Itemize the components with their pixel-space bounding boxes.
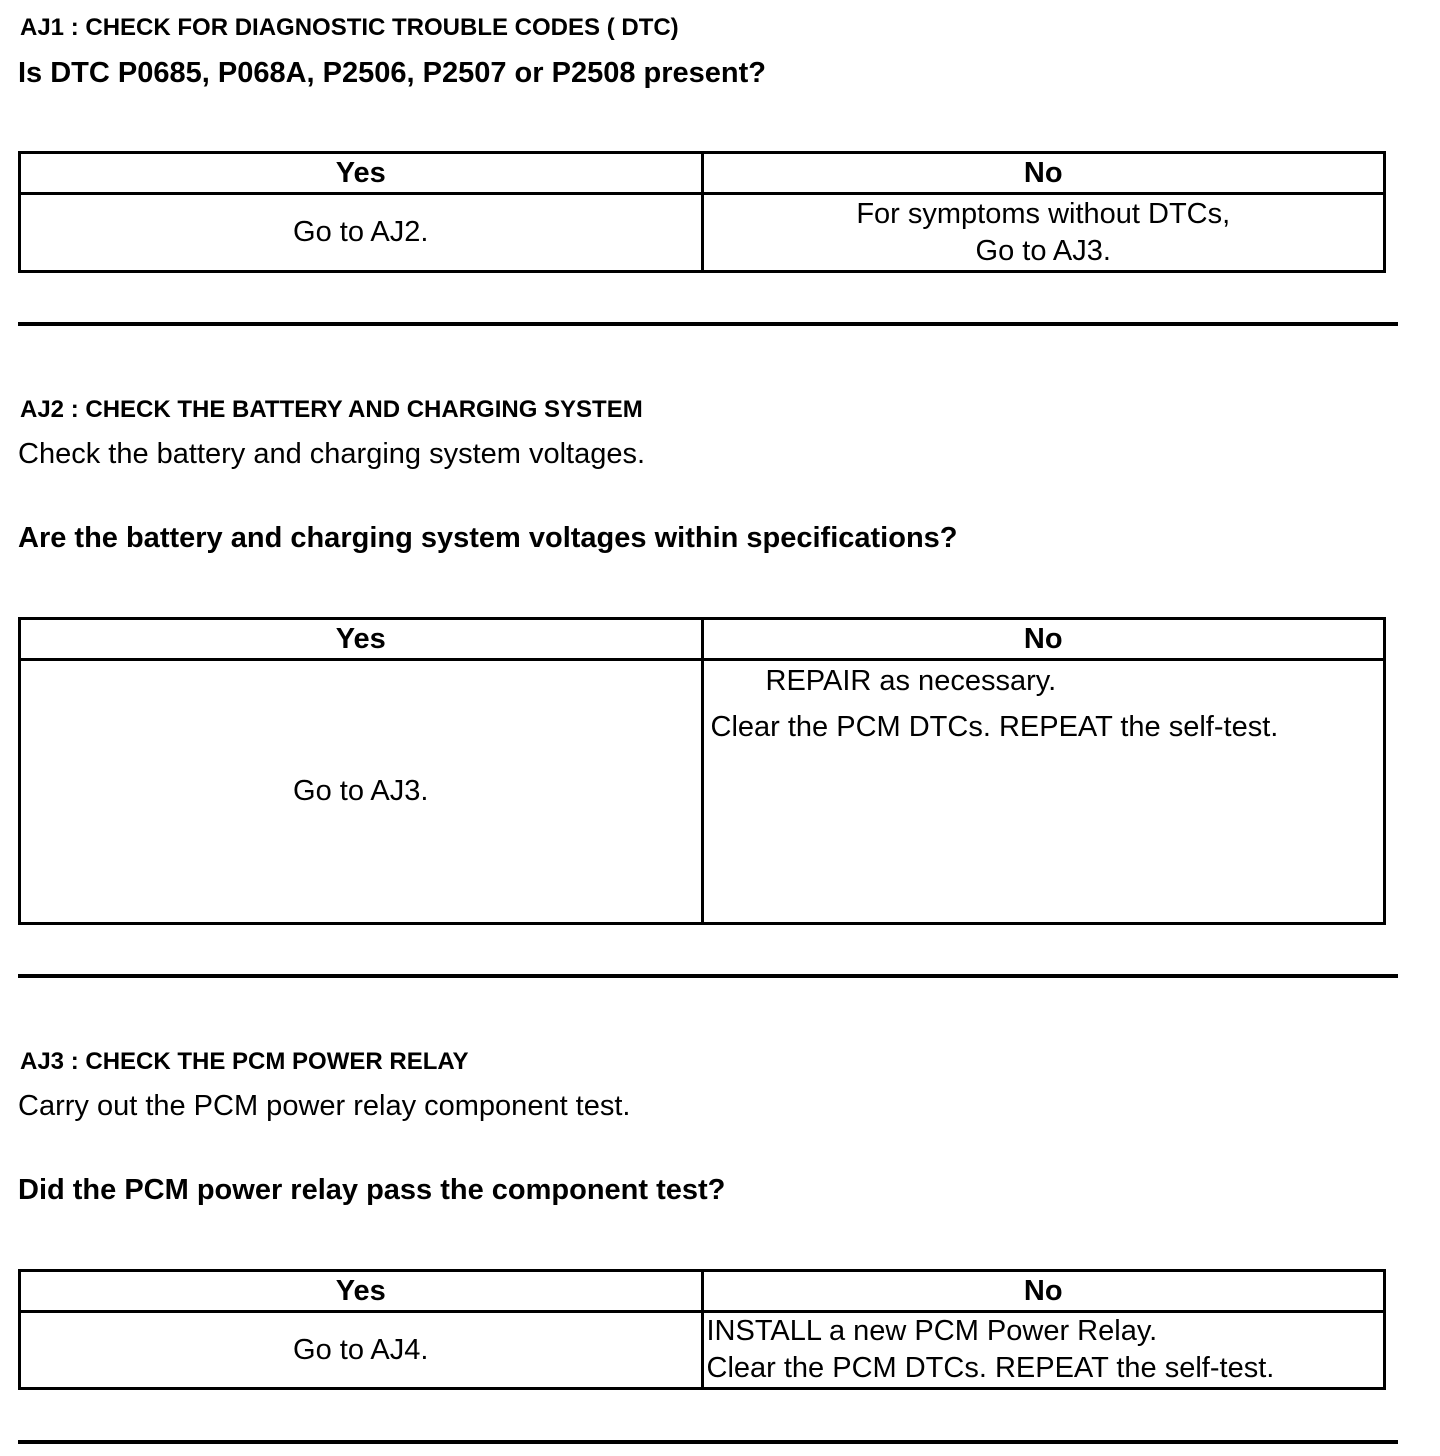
no-header: No — [702, 619, 1385, 660]
step-heading: AJ1 : CHECK FOR DIAGNOSTIC TROUBLE CODES ( DTC) — [20, 14, 679, 41]
no-cell — [702, 1312, 1385, 1389]
yes-no-table — [18, 1269, 1386, 1390]
yes-no-table — [18, 617, 1386, 925]
step-question: Are the battery and charging system voltages within specifications? — [18, 522, 958, 554]
no-header: No — [702, 1271, 1385, 1312]
yes-cell: Go to AJ3. — [20, 660, 703, 924]
no-cell — [702, 194, 1385, 272]
step-heading: AJ2 : CHECK THE BATTERY AND CHARGING SYSTEM — [20, 396, 643, 423]
no-cell — [702, 660, 1385, 924]
yes-header: Yes — [20, 1271, 703, 1312]
no-line: INSTALL a new PCM Power Relay. — [706, 1315, 1158, 1347]
no-line: Clear the PCM DTCs. REPEAT the self-test. — [706, 1352, 1275, 1384]
no-line: For symptoms without DTCs, — [856, 197, 1231, 230]
no-header: No — [702, 153, 1385, 194]
no-line: Clear the PCM DTCs. REPEAT the self-test. — [710, 711, 1279, 743]
section-divider — [18, 322, 1398, 326]
section-divider — [18, 1440, 1398, 1444]
step-question: Did the PCM power relay pass the component test? — [18, 1174, 726, 1206]
yes-header: Yes — [20, 153, 703, 194]
step-heading: AJ3 : CHECK THE PCM POWER RELAY — [20, 1048, 469, 1075]
yes-cell: Go to AJ2. — [20, 194, 703, 272]
yes-header: Yes — [20, 619, 703, 660]
section-divider — [18, 974, 1398, 978]
step-instruction: Carry out the PCM power relay component test. — [18, 1090, 631, 1122]
yes-no-table — [18, 151, 1386, 273]
step-question: Is DTC P0685, P068A, P2506, P2507 or P2508 present? — [18, 57, 766, 89]
no-line: REPAIR as necessary. — [765, 665, 1057, 697]
step-instruction: Check the battery and charging system voltages. — [18, 438, 646, 470]
no-line: Go to AJ3. — [975, 234, 1111, 267]
yes-cell: Go to AJ4. — [20, 1312, 703, 1389]
